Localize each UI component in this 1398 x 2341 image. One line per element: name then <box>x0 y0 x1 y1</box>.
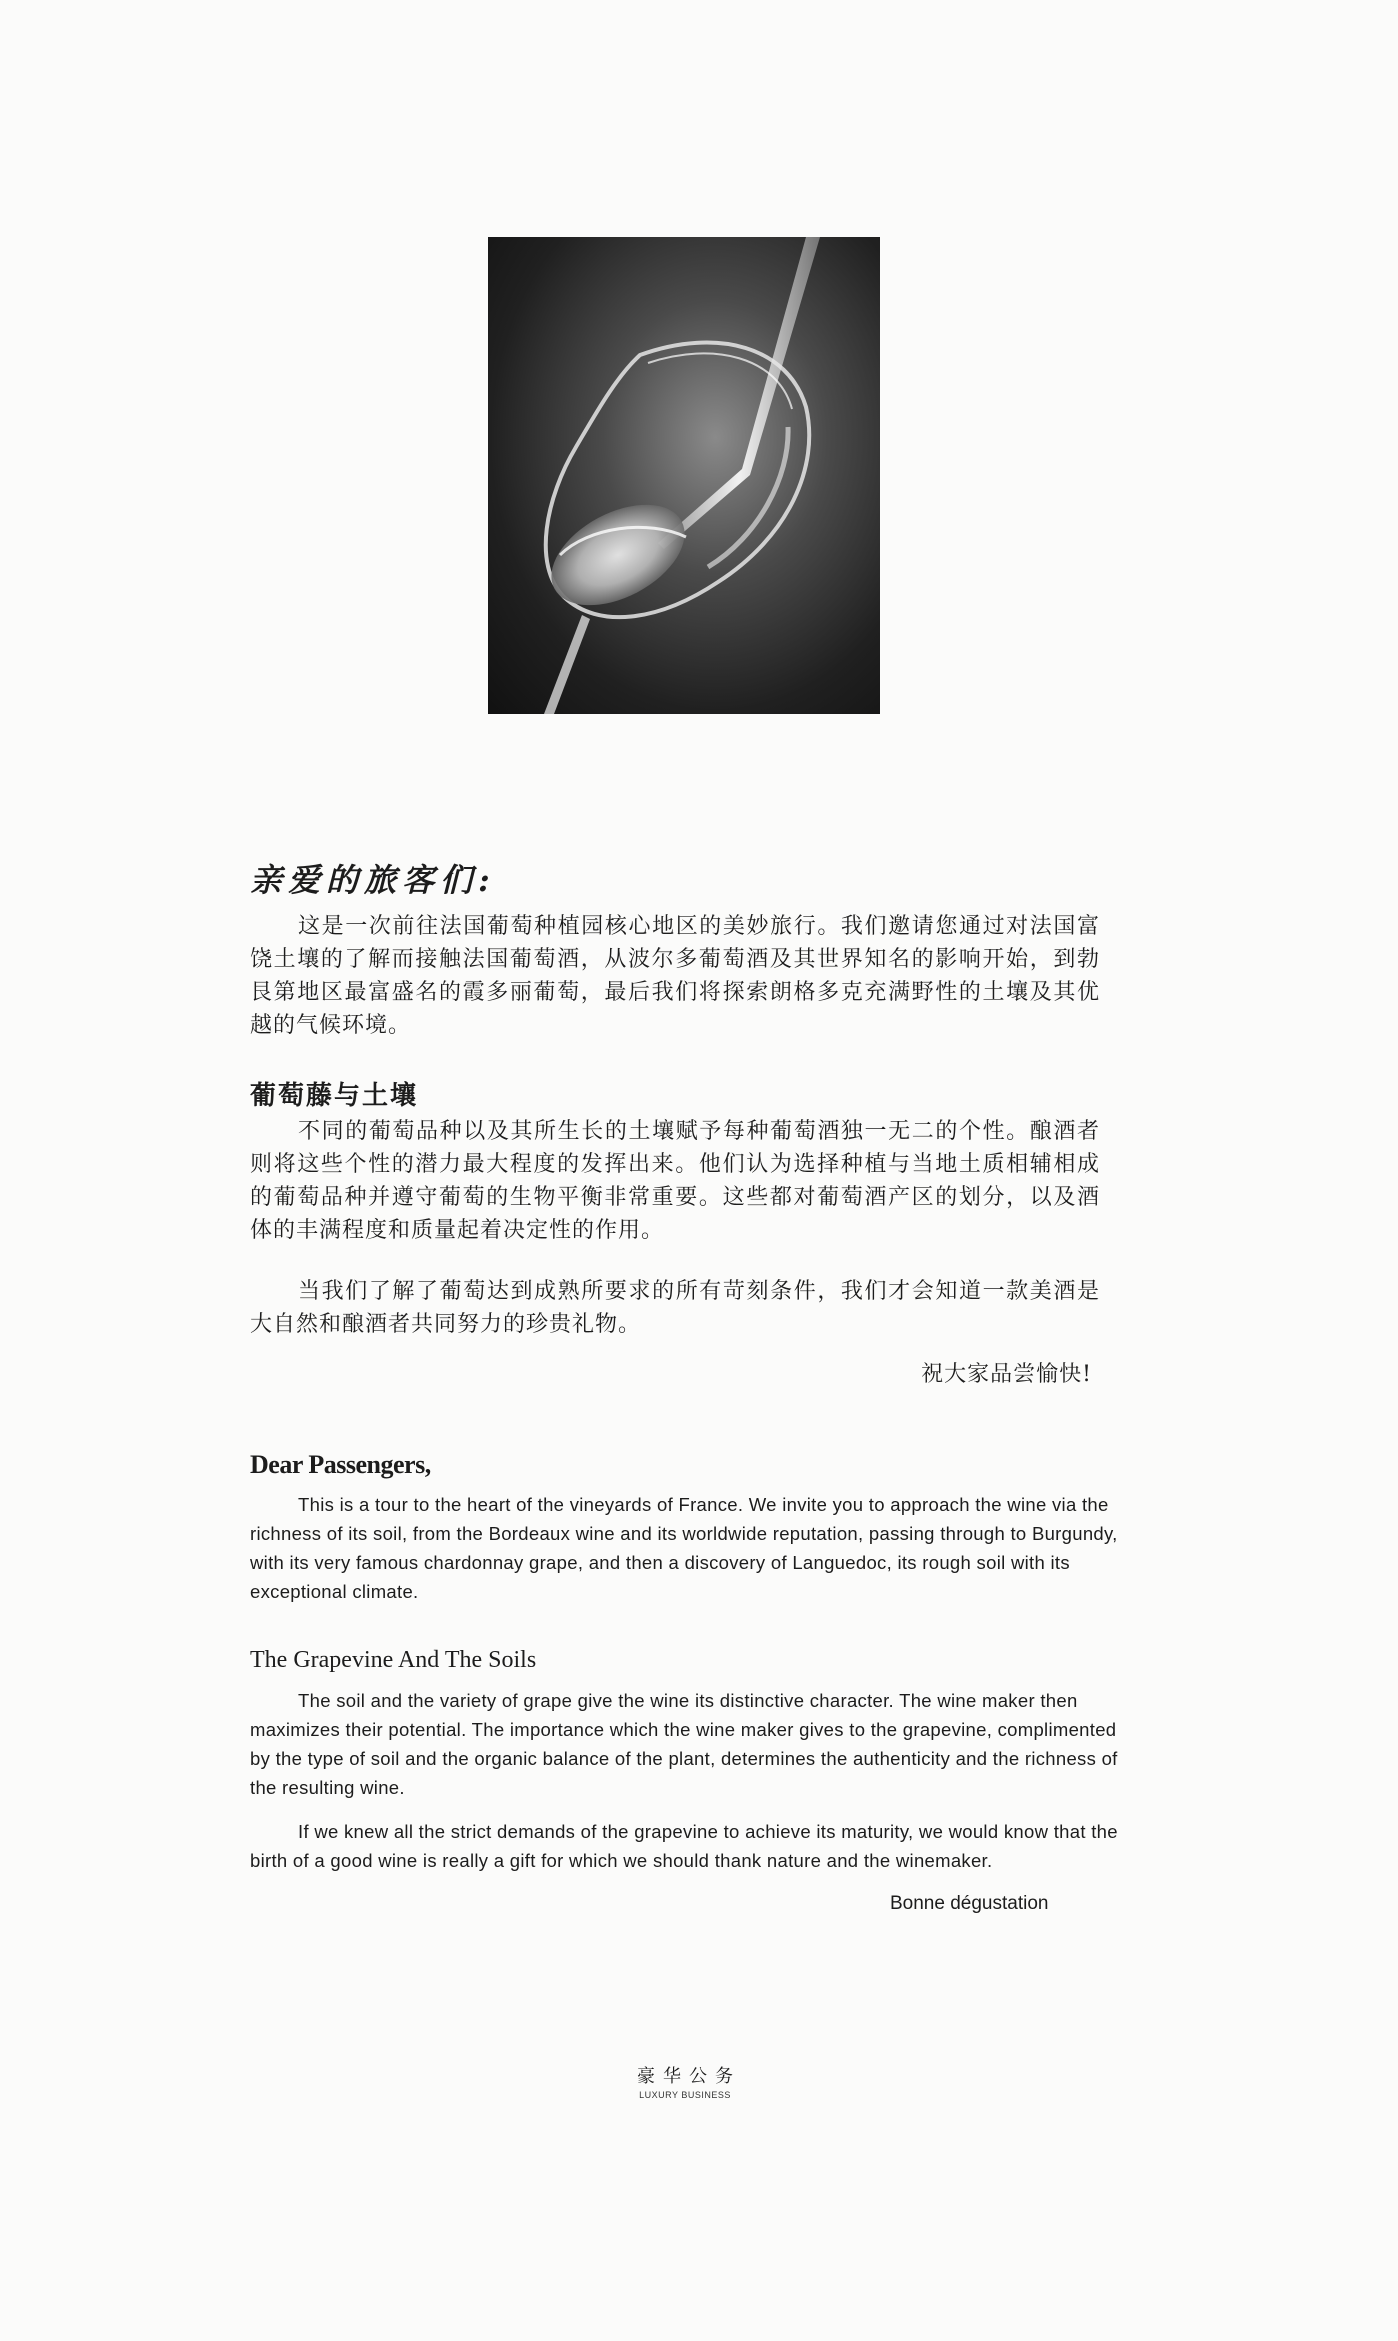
chinese-conclusion-paragraph: 当我们了解了葡萄达到成熟所要求的所有苛刻条件，我们才会知道一款美酒是大自然和酿酒者共同努力的珍贵礼物。 <box>250 1279 1100 1337</box>
chinese-section-paragraph: 不同的葡萄品种以及其所生长的土壤赋予每种葡萄酒独一无二的个性。酿酒者则将这些个性的潜力最大程度的发挥出来。他们认为选择种植与当地土质相辅相成的葡萄品种并遵守葡萄的生物平衡非常重要。这些都对葡萄酒产区的划分，以及酒体的丰满程度和质量起着决定性的作用。 <box>250 1119 1100 1243</box>
chinese-closing: 祝大家品尝愉快! <box>921 1362 1092 1387</box>
english-section-title: The Grapevine And The Soils <box>250 1647 537 1673</box>
chinese-greeting: 亲爱的旅客们: <box>250 861 496 899</box>
english-section-paragraph: The soil and the variety of grape give the wine its distinctive character. The wine maker then maximizes their potential. The importance which the wine maker gives to the grapevine, complimented by the type of soil and the organic balance of the plant, determines the authenticity and the richness of the resulting wine. <box>250 1690 1118 1798</box>
footer-chinese-label: 豪华公务 <box>637 2066 741 2087</box>
footer-english-label: LUXURY BUSINESS <box>639 2090 731 2100</box>
footer-brand <box>600 2062 770 2100</box>
english-intro-paragraph: This is a tour to the heart of the vineyards of France. We invite you to approach the wine via the richness of its soil, from the Bordeaux wine and its worldwide reputation, passing through to Burgundy, with its very famous chardonnay grape, and then a discovery of Languedoc, its rough soil with its exceptional climate. <box>250 1494 1118 1602</box>
english-closing: Bonne dégustation <box>890 1893 1049 1914</box>
chinese-intro-paragraph: 这是一次前往法国葡萄种植园核心地区的美妙旅行。我们邀请您通过对法国富饶土壤的了解而接触法国葡萄酒，从波尔多葡萄酒及其世界知名的影响开始，到勃艮第地区最富盛名的霞多丽葡萄，最后我们将探索朗格多克充满野性的土壤及其优越的气候环境。 <box>250 914 1100 1038</box>
english-conclusion-paragraph: If we knew all the strict demands of the grapevine to achieve its maturity, we would know that the birth of a good wine is really a gift for which we should thank nature and the winemaker. <box>250 1821 1118 1871</box>
english-greeting: Dear Passengers, <box>250 1450 431 1479</box>
chinese-section-title: 葡萄藤与土壤 <box>250 1081 419 1111</box>
wine-glass-illustration <box>488 237 880 714</box>
wine-glass-photo <box>488 237 880 714</box>
